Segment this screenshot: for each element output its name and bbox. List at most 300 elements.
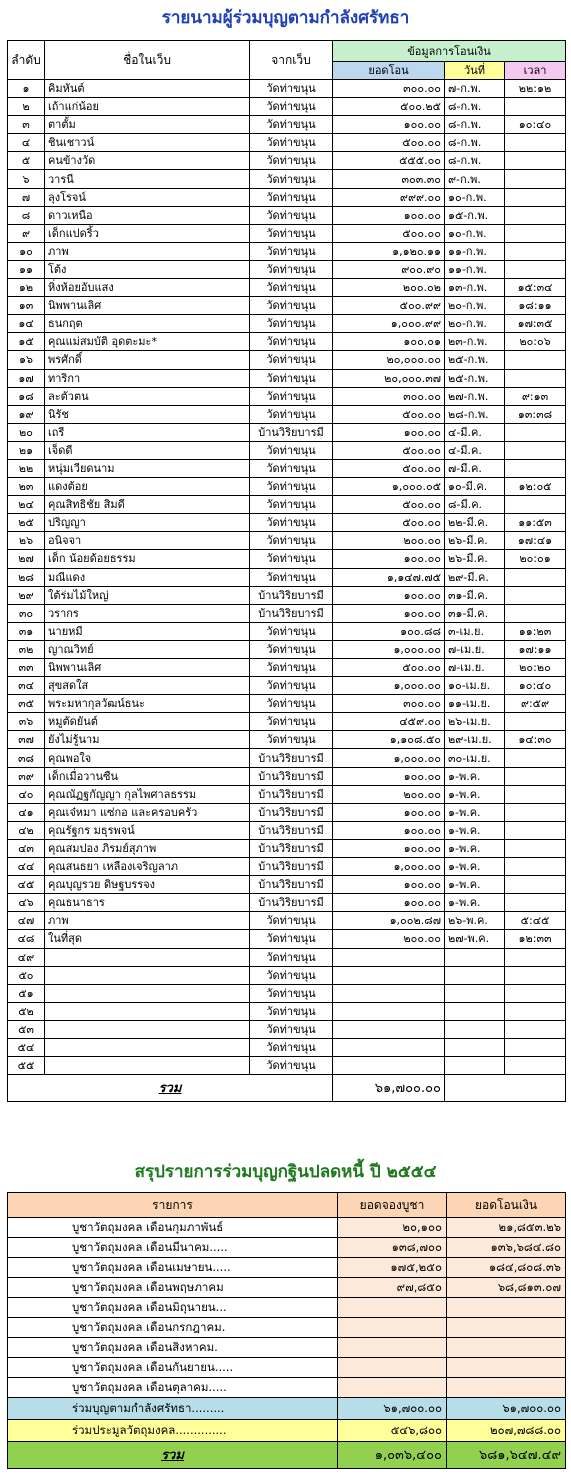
transfer-time: [505, 496, 566, 514]
transfer-date: ๘-มี.ค.: [445, 496, 505, 514]
donor-source: วัดท่าขนุน: [250, 695, 333, 713]
transfer-amount: ๑,๐๐๐.๐๕: [333, 478, 445, 496]
row-no: ๔๓: [8, 839, 45, 857]
transfer-time: ๙:๑๓: [505, 387, 566, 405]
row-no: ๖: [8, 170, 45, 188]
transfer-date: ๑๑-เม.ย.: [445, 695, 505, 713]
summary-item-pledged: ๙๗,๘๕๐: [338, 1278, 447, 1298]
donor-name: คุณสิทธิชัย สิมดี: [45, 496, 250, 514]
donor-name: ธนกฤต: [45, 315, 250, 333]
transfer-amount: ๓๐๓.๓๐: [333, 170, 445, 188]
summary-item-label: บูชาวัตถุมงคล เดือนกรกฎาคม.: [8, 1318, 338, 1338]
donor-source: บ้านวิริยบารมี: [250, 586, 333, 604]
table-row: [8, 369, 566, 387]
transfer-time: [505, 894, 566, 912]
table-row: [8, 785, 566, 803]
transfer-amount: ๑,๐๐๒.๘๗: [333, 912, 445, 930]
transfer-amount: ๕๐๐.๐๐: [333, 659, 445, 677]
transfer-time: [505, 821, 566, 839]
transfer-date: ๒๓-ก.พ.: [445, 333, 505, 351]
summary-item-label: บูชาวัตถุมงคล เดือนตุลาคม.....: [8, 1378, 338, 1398]
transfer-amount: ๑๐๐.๐๐: [333, 767, 445, 785]
row-no: ๔๔: [8, 858, 45, 876]
transfer-time: ๑๑:๕๓: [505, 514, 566, 532]
transfer-date: ๒๒-มี.ค.: [445, 514, 505, 532]
table-row: [8, 586, 566, 604]
summary-item-transferred: ๖๘,๘๑๓.๐๗: [447, 1278, 566, 1298]
donor-source: วัดท่าขนุน: [250, 532, 333, 550]
donor-source: วัดท่าขนุน: [250, 206, 333, 224]
donor-name: คุณแม่สมบัติ อุดตะมะ*: [45, 333, 250, 351]
summary-item-transferred: [447, 1358, 566, 1378]
header-time: เวลา: [505, 62, 566, 80]
table-row: [8, 188, 566, 206]
summary-title: สรุปรายการร่วมบุญกฐินปลดหนี้ ปี ๒๕๕๔: [134, 1162, 437, 1182]
row-no: ๑๗: [8, 369, 45, 387]
transfer-time: ๑๐:๔๐: [505, 677, 566, 695]
transfer-date: ๘-ก.พ.: [445, 134, 505, 152]
transfer-date: ๔-มี.ค.: [445, 423, 505, 441]
transfer-time: [505, 966, 566, 984]
transfer-amount: ๒๐๐.๐๒: [333, 279, 445, 297]
transfer-time: ๑๒:๐๕: [505, 478, 566, 496]
header-no: ลำดับ: [8, 41, 45, 80]
row-no: ๘: [8, 206, 45, 224]
transfer-time: [505, 224, 566, 242]
donor-source: วัดท่าขนุน: [250, 170, 333, 188]
transfer-amount: ๕๐๐.๐๐: [333, 405, 445, 423]
summary-item-pledged: [338, 1298, 447, 1318]
row-no: ๕๕: [8, 1057, 45, 1075]
total-label: รวม: [158, 1080, 182, 1096]
donor-source: วัดท่าขนุน: [250, 242, 333, 260]
row-no: ๑: [8, 80, 45, 98]
summary-auction-transferred: ๒๐๗,๗๘๘.๐๐: [447, 1420, 566, 1442]
table-row: [8, 496, 566, 514]
transfer-amount: ๑,๐๐๐.๙๙: [333, 315, 445, 333]
transfer-time: [505, 242, 566, 260]
donor-source: วัดท่าขนุน: [250, 1057, 333, 1075]
list-item: [8, 1338, 566, 1358]
table-row: [8, 876, 566, 894]
donor-source: วัดท่าขนุน: [250, 948, 333, 966]
donor-name: ดาวเหนือ: [45, 206, 250, 224]
summary-grand-label-cell: [8, 1442, 338, 1469]
donor-name: มณีแดง: [45, 568, 250, 586]
transfer-amount: ๓๐๐.๐๐: [333, 80, 445, 98]
table-row: [8, 550, 566, 568]
transfer-amount: [333, 966, 445, 984]
donor-name: แดงต้อย: [45, 478, 250, 496]
table-row: [8, 731, 566, 749]
transfer-amount: ๑,๐๐๐.๐๐: [333, 858, 445, 876]
transfer-time: ๑๑:๒๓: [505, 622, 566, 640]
donor-source: วัดท่าขนุน: [250, 369, 333, 387]
total-value: ๖๑,๗๐๐.๐๐: [333, 1075, 445, 1102]
transfer-amount: ๑,๑๔๗.๗๕: [333, 568, 445, 586]
summary-item-label: บูชาวัตถุมงคล เดือนมิถุนายน...: [8, 1298, 338, 1318]
donor-source: วัดท่าขนุน: [250, 568, 333, 586]
transfer-date: [445, 966, 505, 984]
transfer-time: [505, 351, 566, 369]
table-row: [8, 894, 566, 912]
table-row: [8, 1020, 566, 1038]
donor-name: ปริญญา: [45, 514, 250, 532]
donor-name: คุณสมปอง ภิรมย์สุภาพ: [45, 839, 250, 857]
donor-name: หมูตัดยันต์: [45, 713, 250, 731]
transfer-date: ๓๑-มี.ค.: [445, 586, 505, 604]
transfer-time: [505, 1057, 566, 1075]
table-row: [8, 803, 566, 821]
row-no: ๑๐: [8, 242, 45, 260]
transfer-date: ๒๖-พ.ค.: [445, 912, 505, 930]
transfer-time: [505, 1002, 566, 1020]
donor-name: คนข้างวัด: [45, 152, 250, 170]
transfer-amount: ๒๐๐.๐๐: [333, 930, 445, 948]
list-item: [8, 1258, 566, 1278]
transfer-date: ๑๐-เม.ย.: [445, 677, 505, 695]
summary-item-transferred: ๒๑,๘๕๓.๒๖: [447, 1218, 566, 1238]
table-row: [8, 80, 566, 98]
donor-name: คิมหันต์: [45, 80, 250, 98]
transfer-amount: ๑๐๐.๐๐: [333, 894, 445, 912]
transfer-date: ๑๕-ก.พ.: [445, 206, 505, 224]
transfer-date: ๑-พ.ค.: [445, 858, 505, 876]
donor-source: วัดท่าขนุน: [250, 966, 333, 984]
page-title: รายนามผู้ร่วมบุญตามกำลังศรัทธา: [161, 8, 410, 28]
summary-item-label: บูชาวัตถุมงคล เดือนพฤษภาคม: [8, 1278, 338, 1298]
transfer-time: [505, 170, 566, 188]
transfer-date: ๒๐-ก.พ.: [445, 315, 505, 333]
donor-source: วัดท่าขนุน: [250, 405, 333, 423]
donor-source: วัดท่าขนุน: [250, 134, 333, 152]
transfer-time: [505, 459, 566, 477]
row-no: ๓๔: [8, 677, 45, 695]
transfer-date: ๑-พ.ค.: [445, 803, 505, 821]
row-no: ๔๙: [8, 948, 45, 966]
transfer-time: ๑๗:๑๑: [505, 640, 566, 658]
transfer-amount: [333, 1038, 445, 1056]
summary-item-transferred: [447, 1318, 566, 1338]
donor-name: ชินเชาวน์: [45, 134, 250, 152]
donor-source: วัดท่าขนุน: [250, 260, 333, 278]
transfer-date: ๑๐-ก.พ.: [445, 188, 505, 206]
donor-name: [45, 1020, 250, 1038]
transfer-date: [445, 1038, 505, 1056]
donor-source: วัดท่าขนุน: [250, 550, 333, 568]
donor-source: วัดท่าขนุน: [250, 1020, 333, 1038]
summary-item-pledged: [338, 1378, 447, 1398]
transfer-amount: ๕๐๐.๐๐: [333, 224, 445, 242]
table-row: [8, 984, 566, 1002]
donor-name: สุขสดใส: [45, 677, 250, 695]
donor-source: วัดท่าขนุน: [250, 514, 333, 532]
row-no: ๒๖: [8, 532, 45, 550]
transfer-time: ๙:๕๙: [505, 695, 566, 713]
transfer-date: ๒๕-ก.พ.: [445, 369, 505, 387]
donor-source: วัดท่าขนุน: [250, 622, 333, 640]
row-no: ๒๓: [8, 478, 45, 496]
transfer-amount: ๕๐๐.๐๐: [333, 496, 445, 514]
table-row: [8, 839, 566, 857]
row-no: ๒๑: [8, 441, 45, 459]
row-no: ๒๙: [8, 586, 45, 604]
row-no: ๓: [8, 116, 45, 134]
table-row: [8, 459, 566, 477]
transfer-amount: ๒๐,๐๐๐.๓๗: [333, 369, 445, 387]
table-row: [8, 858, 566, 876]
transfer-amount: ๓๐๐.๐๐: [333, 695, 445, 713]
summary-item-transferred: [447, 1338, 566, 1358]
donor-source: วัดท่าขนุน: [250, 677, 333, 695]
transfer-time: ๒๐:๒๐: [505, 659, 566, 677]
summary-header-transferred: ยอดโอนเงิน: [447, 1193, 566, 1218]
summary-item-pledged: ๑๗๕,๒๕๐: [338, 1258, 447, 1278]
transfer-time: [505, 568, 566, 586]
transfer-time: ๑๓:๓๘: [505, 405, 566, 423]
row-no: ๒๐: [8, 423, 45, 441]
header-transfer-info: ข้อมูลการโอนเงิน: [333, 41, 566, 62]
donor-source: วัดท่าขนุน: [250, 1002, 333, 1020]
donor-source: วัดท่าขนุน: [250, 188, 333, 206]
summary-item-label: บูชาวัตถุมงคล เดือนมีนาคม.....: [8, 1238, 338, 1258]
summary-grand-row: [8, 1442, 566, 1469]
donor-name: ยังไม่รู้นาม: [45, 731, 250, 749]
donor-name: คุณสนธยา เหลืองเจริญลาภ: [45, 858, 250, 876]
transfer-amount: ๑,๐๐๐.๐๐: [333, 677, 445, 695]
transfer-time: ๑๘:๑๑: [505, 297, 566, 315]
transfer-amount: ๑๐๐.๐๑: [333, 333, 445, 351]
summary-item-label: บูชาวัตถุมงคล เดือนสิงหาคม.: [8, 1338, 338, 1358]
donor-name: เด็กเมื่อวานซืน: [45, 767, 250, 785]
transfer-amount: [333, 948, 445, 966]
transfer-date: ๑-พ.ค.: [445, 839, 505, 857]
summary-item-pledged: [338, 1338, 447, 1358]
donor-source: วัดท่าขนุน: [250, 98, 333, 116]
transfer-amount: ๕๐๐.๐๐: [333, 134, 445, 152]
donor-source: บ้านวิริยบารมี: [250, 839, 333, 857]
transfer-date: ๑๑-ก.พ.: [445, 260, 505, 278]
donor-name: เจ็ดดี: [45, 441, 250, 459]
row-no: ๔๐: [8, 785, 45, 803]
row-no: ๕๐: [8, 966, 45, 984]
row-no: ๑๕: [8, 333, 45, 351]
table-row: [8, 713, 566, 731]
transfer-date: ๒๙-เม.ย.: [445, 731, 505, 749]
donor-name: นายหมี: [45, 622, 250, 640]
row-no: ๕๒: [8, 1002, 45, 1020]
table-row: [8, 351, 566, 369]
table-row: [8, 333, 566, 351]
summary-merit-row: [8, 1398, 566, 1420]
donor-source: บ้านวิริยบารมี: [250, 821, 333, 839]
transfer-amount: [333, 1057, 445, 1075]
header-source: จากเว็บ: [250, 41, 333, 80]
summary-item-pledged: [338, 1318, 447, 1338]
summary-item-label: บูชาวัตถุมงคล เดือนกันยายน.....: [8, 1358, 338, 1378]
row-no: ๔: [8, 134, 45, 152]
donor-name: เด็กแปดริ้ว: [45, 224, 250, 242]
transfer-amount: ๕๕๕.๐๐: [333, 152, 445, 170]
donor-name: เด็ก น้อยด้อยธรรม: [45, 550, 250, 568]
summary-merit-pledged: ๖๑,๗๐๐.๐๐: [338, 1398, 447, 1420]
transfer-time: ๑๐:๔๐: [505, 116, 566, 134]
donor-name: หิ่งห้อยอับแสง: [45, 279, 250, 297]
summary-grand-label: รวม: [161, 1447, 184, 1463]
transfer-date: ๑๐-มี.ค.: [445, 478, 505, 496]
table-row: [8, 297, 566, 315]
transfer-date: ๑-พ.ค.: [445, 821, 505, 839]
transfer-date: ๒๖-มี.ค.: [445, 532, 505, 550]
transfer-time: ๒๒:๑๒: [505, 80, 566, 98]
transfer-time: ๑๒:๓๓: [505, 930, 566, 948]
transfer-amount: ๒๐๐.๐๐: [333, 785, 445, 803]
transfer-amount: ๑๐๐.๐๐: [333, 550, 445, 568]
transfer-time: [505, 1038, 566, 1056]
transfer-date: [445, 1002, 505, 1020]
total-blank: [445, 1075, 566, 1102]
table-row: [8, 695, 566, 713]
table-row: [8, 749, 566, 767]
donor-source: บ้านวิริยบารมี: [250, 876, 333, 894]
donor-source: วัดท่าขนุน: [250, 496, 333, 514]
table-row: [8, 948, 566, 966]
table-row: [8, 966, 566, 984]
row-no: ๙: [8, 224, 45, 242]
donor-source: วัดท่าขนุน: [250, 640, 333, 658]
transfer-time: [505, 984, 566, 1002]
table-row: [8, 532, 566, 550]
row-no: ๑๙: [8, 405, 45, 423]
row-no: ๓๐: [8, 604, 45, 622]
header-date: วันที่: [445, 62, 505, 80]
transfer-amount: ๒๐,๐๐๐.๐๐: [333, 351, 445, 369]
summary-grand-transferred: ๖๘๑,๖๔๗.๔๙: [447, 1442, 566, 1469]
transfer-date: ๗-มี.ค.: [445, 459, 505, 477]
donor-source: วัดท่าขนุน: [250, 713, 333, 731]
donor-source: วัดท่าขนุน: [250, 315, 333, 333]
donor-source: วัดท่าขนุน: [250, 731, 333, 749]
table-row: [8, 514, 566, 532]
transfer-date: ๒๘-ก.พ.: [445, 405, 505, 423]
transfer-time: [505, 803, 566, 821]
summary-item-pledged: [338, 1358, 447, 1378]
donor-source: วัดท่าขนุน: [250, 279, 333, 297]
donor-source: วัดท่าขนุน: [250, 1038, 333, 1056]
row-no: ๑๘: [8, 387, 45, 405]
transfer-time: ๑๔:๓๐: [505, 731, 566, 749]
donor-source: วัดท่าขนุน: [250, 659, 333, 677]
donor-name: ญาณวิทย์: [45, 640, 250, 658]
table-row: [8, 677, 566, 695]
transfer-amount: ๑๐๐.๐๐: [333, 206, 445, 224]
donor-source: วัดท่าขนุน: [250, 152, 333, 170]
row-no: ๔๒: [8, 821, 45, 839]
list-item: [8, 1298, 566, 1318]
summary-auction-pledged: ๕๔๖,๘๐๐: [338, 1420, 447, 1442]
transfer-amount: ๕๐๐.๒๕: [333, 98, 445, 116]
donor-source: บ้านวิริยบารมี: [250, 749, 333, 767]
row-no: ๒๔: [8, 496, 45, 514]
donor-source: วัดท่าขนุน: [250, 984, 333, 1002]
transfer-time: [505, 1020, 566, 1038]
table-row: [8, 152, 566, 170]
summary-item-pledged: ๒๐,๑๐๐: [338, 1218, 447, 1238]
donor-source: วัดท่าขนุน: [250, 441, 333, 459]
transfer-amount: ๕๐๐.๐๐: [333, 441, 445, 459]
donor-table: [7, 40, 566, 1102]
row-no: ๑๓: [8, 297, 45, 315]
donor-name: เถ้าแก่น้อย: [45, 98, 250, 116]
summary-item-label: บูชาวัตถุมงคล เดือนเมษายน.....: [8, 1258, 338, 1278]
transfer-time: ๑๗:๔๑: [505, 532, 566, 550]
transfer-date: ๘-ก.พ.: [445, 152, 505, 170]
donor-name: พระมหากุลวัฒน์ธนะ: [45, 695, 250, 713]
donor-name: ภาพ: [45, 912, 250, 930]
transfer-date: ๒๐-ก.พ.: [445, 297, 505, 315]
transfer-amount: ๑๐๐.๐๐: [333, 876, 445, 894]
transfer-amount: ๑,๐๐๐.๐๐: [333, 749, 445, 767]
summary-grand-pledged: ๑,๐๓๖,๔๐๐: [338, 1442, 447, 1469]
donor-name: เถรี: [45, 423, 250, 441]
table-row: [8, 242, 566, 260]
donor-source: บ้านวิริยบารมี: [250, 785, 333, 803]
table-row: [8, 568, 566, 586]
table-row: [8, 260, 566, 278]
donor-name: ใต้ร่มไม้ใหญ่: [45, 586, 250, 604]
donor-name: คุณณัฏฐกัญญา กุลไพศาลธรรม: [45, 785, 250, 803]
donor-name: คุณบุญรวย ดิษฐบรรจง: [45, 876, 250, 894]
transfer-date: ๑๓-ก.พ.: [445, 279, 505, 297]
row-no: ๓๓: [8, 659, 45, 677]
transfer-date: ๗-เม.ย.: [445, 640, 505, 658]
transfer-date: ๓๑-มี.ค.: [445, 604, 505, 622]
donor-source: บ้านวิริยบารมี: [250, 604, 333, 622]
list-item: [8, 1238, 566, 1258]
table-row: [8, 170, 566, 188]
row-no: ๓๙: [8, 767, 45, 785]
transfer-date: ๒๗-พ.ค.: [445, 930, 505, 948]
summary-auction-row: [8, 1420, 566, 1442]
transfer-amount: ๔๕๙.๐๐: [333, 713, 445, 731]
row-no: ๔๖: [8, 894, 45, 912]
summary-item-transferred: [447, 1298, 566, 1318]
row-no: ๒: [8, 98, 45, 116]
donor-name: ตาตั้ม: [45, 116, 250, 134]
transfer-amount: ๑๐๐.๐๐: [333, 803, 445, 821]
donor-name: วรากร: [45, 604, 250, 622]
summary-body: [8, 1218, 566, 1398]
summary-merit-transferred: ๖๑,๗๐๐.๐๐: [447, 1398, 566, 1420]
summary-item-transferred: ๑๓๖,๖๘๔.๘๐: [447, 1238, 566, 1258]
row-no: ๓๘: [8, 749, 45, 767]
transfer-time: [505, 369, 566, 387]
table-row: [8, 767, 566, 785]
transfer-amount: ๑๐๐.๐๐: [333, 821, 445, 839]
transfer-date: ๙-ก.พ.: [445, 170, 505, 188]
summary-auction-label: ร่วมประมูลวัตถุมงคล..............: [8, 1420, 338, 1442]
donor-source: บ้านวิริยบารมี: [250, 858, 333, 876]
donor-name: หนุ่มเวียดนาม: [45, 459, 250, 477]
donor-source: บ้านวิริยบารมี: [250, 803, 333, 821]
donor-name: [45, 984, 250, 1002]
transfer-time: [505, 948, 566, 966]
transfer-date: ๑๐-ก.พ.: [445, 224, 505, 242]
table-row: [8, 315, 566, 333]
transfer-amount: ๕๐๐.๐๐: [333, 514, 445, 532]
summary-header-item: รายการ: [8, 1193, 338, 1218]
donor-name: คุณธนาธาร: [45, 894, 250, 912]
